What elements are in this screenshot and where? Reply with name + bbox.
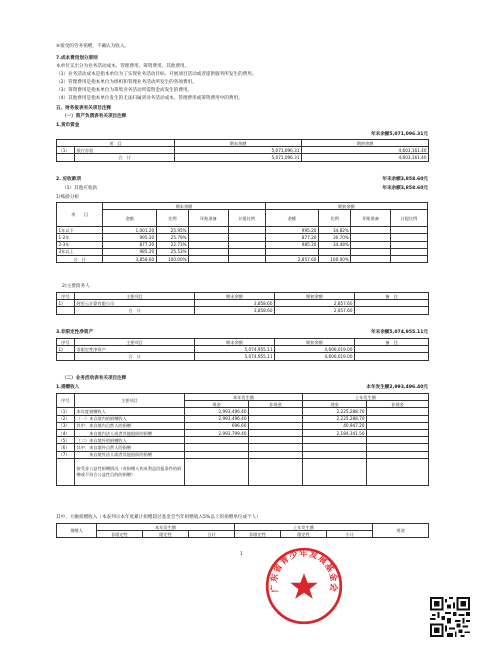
- table-cell: [57, 353, 75, 360]
- table-row: [57, 444, 429, 451]
- table-header: 合计: [189, 531, 235, 538]
- table-cell: [367, 444, 429, 451]
- table-cell: 5,071,096.31: [175, 154, 302, 161]
- note-title: 1.捐赠收入: [56, 385, 80, 390]
- table-cell: [249, 408, 303, 415]
- table-cell: 985.20: [103, 248, 156, 255]
- table-cell: [249, 429, 303, 436]
- table-cell: [351, 255, 390, 262]
- table-row: [57, 255, 428, 262]
- table-cell: [265, 248, 318, 255]
- table-header: 上年发生额: [235, 524, 373, 531]
- text-line: 本单位支出分为业务活动成本、管理费用、筹资费用、其他费用。: [56, 64, 190, 69]
- table-header: 备 注: [355, 339, 429, 346]
- table-cell: 2,857.60: [275, 307, 355, 314]
- table-cell: （4）: [57, 429, 75, 436]
- table-header: 用途: [373, 524, 429, 538]
- table-cell: [351, 248, 390, 255]
- note-subtitle: 1)账龄分析: [56, 195, 80, 200]
- table-cell: 1,001.20: [103, 227, 156, 234]
- table-cell: [303, 444, 367, 451]
- table-header: 金额: [103, 210, 156, 227]
- table-cell: [228, 234, 265, 241]
- table-cell: 40,947.20: [303, 422, 367, 429]
- table-cell: （二）来自境外的捐赠收入: [75, 437, 185, 444]
- table-header: 非现金: [249, 401, 303, 408]
- table-cell: [390, 248, 427, 255]
- text-line: （3）筹资费用是指本单位为筹集业务活动所需资金而发生的费用。: [56, 88, 193, 93]
- table-cell: [367, 408, 429, 415]
- table-cell: 1): [57, 300, 75, 307]
- table-cell: [351, 234, 390, 241]
- table-cell: [367, 437, 429, 444]
- table-cell: [228, 248, 265, 255]
- table-header: 比例: [156, 210, 188, 227]
- table-header: 序号: [57, 293, 75, 300]
- table-header: 期末余额: [103, 203, 265, 210]
- table-row: [57, 353, 429, 360]
- table-cell: 995.20: [103, 234, 156, 241]
- table-cell: [367, 429, 429, 436]
- table-cell: [228, 241, 265, 248]
- table-cell: [367, 458, 429, 485]
- table-header: 期初余额: [265, 203, 427, 210]
- table-cell: 34.82%: [318, 227, 350, 234]
- table-cell: [57, 154, 75, 161]
- table-cell: 4,603,161.40: [302, 154, 429, 161]
- text-line: （1）业务活动成本是指本单位为了实现业务活动目标、开展项目活动或者提供服务所发生的费用。: [56, 72, 257, 77]
- table-header: 计提比例: [228, 210, 265, 227]
- table-cell: 30.70%: [318, 234, 350, 241]
- section-heading: 五、财务报表有关项目注释: [56, 106, 112, 111]
- table-row: [57, 300, 429, 307]
- note-total: 年末余额5,074,955.11元: [371, 330, 428, 335]
- note-total: 年末余额3,858.60元: [382, 186, 428, 191]
- table-row: [57, 429, 429, 436]
- table-cell: 5,074,955.11: [195, 346, 275, 353]
- table-cell: [249, 458, 303, 485]
- table-cell: 100.00%: [156, 255, 188, 262]
- table-cell: 985.20: [265, 241, 318, 248]
- table-header: 本年发生额: [97, 524, 235, 531]
- table-row: [57, 346, 429, 353]
- table-row: [57, 408, 429, 415]
- table-cell: [185, 437, 249, 444]
- table-header: 期初余额: [302, 140, 429, 147]
- table-cell: [367, 422, 429, 429]
- table-cell: （6）: [57, 444, 75, 451]
- cash-table: [56, 139, 429, 162]
- table-cell: [249, 451, 303, 458]
- table-cell: 2,857.60: [275, 300, 355, 307]
- table-header: 坏账准备: [351, 210, 390, 227]
- seal-text: 广东省青少年发展基金会: [268, 548, 340, 594]
- note-title: 1.货币资金: [56, 123, 80, 128]
- table-row: [57, 415, 429, 422]
- table-cell: [249, 422, 303, 429]
- table-header: 上年发生额: [303, 394, 429, 401]
- note-total: 本年发生额2,993,496.40元: [366, 385, 428, 390]
- table-cell: 2-3年: [57, 241, 103, 248]
- qr-code-icon: [430, 597, 470, 637]
- note-total: 年末余额5,071,096.31元: [371, 132, 428, 137]
- table-cell: [228, 227, 265, 234]
- table-row: [57, 437, 429, 444]
- table-cell: 2,225,288.70: [303, 408, 367, 415]
- table-cell: （1）: [57, 408, 75, 415]
- table-cell: （2）: [57, 415, 75, 422]
- table-header: 非限定性: [97, 531, 143, 538]
- table-cell: [367, 415, 429, 422]
- table-header: 期初余额: [275, 339, 355, 346]
- official-seal: [264, 546, 344, 626]
- table-cell: 1): [57, 346, 75, 353]
- section-heading: 7.成本费用划分原则: [56, 56, 98, 61]
- table-header: 比例: [318, 210, 350, 227]
- table-cell: [355, 353, 429, 360]
- table-cell: 合 计: [57, 255, 103, 262]
- table-cell: [355, 346, 429, 353]
- table-cell: [390, 227, 427, 234]
- table-header: 备 注: [355, 293, 429, 300]
- table-cell: [390, 255, 427, 262]
- table-header: 限定性: [281, 531, 327, 538]
- table-header: 项 目: [57, 203, 103, 227]
- table-cell: [189, 248, 228, 255]
- table-cell: 22.73%: [156, 241, 188, 248]
- table-cell: [57, 458, 75, 485]
- table-cell: [303, 451, 367, 458]
- table-cell: [303, 458, 367, 485]
- table-cell: [189, 234, 228, 241]
- note-title: 2. 应收款项: [56, 177, 81, 182]
- aging-table: [56, 202, 428, 263]
- table-header: 非现金: [367, 401, 429, 408]
- table-cell: [57, 307, 75, 314]
- table-cell: [189, 241, 228, 248]
- table-row: [57, 248, 428, 255]
- donation-table: [56, 393, 429, 486]
- table-cell: 877.20: [103, 241, 156, 248]
- table-cell: 3,858.60: [195, 307, 275, 314]
- table-cell: [249, 415, 303, 422]
- table-cell: 其中：来自境外自然人的捐赠: [75, 444, 185, 451]
- table-cell: 来自境外法人或者其他组织的捐赠: [75, 451, 185, 458]
- note-subtitle: （1）其他应收款: [62, 186, 98, 191]
- table-cell: 5,074,955.11: [195, 353, 275, 360]
- table-cell: 25.53%: [156, 248, 188, 255]
- table-cell: （一）来自境内的捐赠收入: [75, 415, 185, 422]
- table-header: 金额: [265, 210, 318, 227]
- table-cell: [189, 227, 228, 234]
- table-row: [57, 307, 429, 314]
- table-cell: 2,225,288.70: [303, 415, 367, 422]
- seal-star-icon: [290, 573, 317, 599]
- table-cell: 1年以下: [57, 227, 103, 234]
- table-header: 项 目: [57, 140, 175, 147]
- table-cell: [185, 451, 249, 458]
- table-cell: [351, 227, 390, 234]
- table-cell: （3）: [57, 422, 75, 429]
- table-cell: 银行存款: [75, 147, 175, 154]
- table-cell: 4,606,019.00: [275, 353, 355, 360]
- net-assets-table: [56, 338, 429, 361]
- table-cell: 本年度捐赠收入: [75, 408, 185, 415]
- table-cell: [390, 234, 427, 241]
- table-cell: （7）: [57, 451, 75, 458]
- table-cell: 阿里云计算有限公司: [75, 300, 195, 307]
- table-header: 主要项目: [75, 394, 185, 408]
- table-cell: 合 计: [75, 353, 195, 360]
- table-header: 主要项目: [75, 339, 195, 346]
- table-cell: [185, 458, 249, 485]
- table-header: 坏账准备: [189, 210, 228, 227]
- table-cell: 5,071,096.31: [175, 147, 302, 154]
- table-header: 现金: [185, 401, 249, 408]
- table-cell: [355, 307, 429, 314]
- section-heading: （一）资产负债表有关项目注释: [62, 114, 127, 119]
- table-header: 非限定性: [235, 531, 281, 538]
- table-cell: 1-2年: [57, 234, 103, 241]
- table-cell: 来自境内法人或者其他组织的捐赠: [75, 429, 185, 436]
- page-number: 1: [240, 552, 243, 557]
- table-cell: [228, 255, 265, 262]
- table-cell: [355, 300, 429, 307]
- table-cell: 接受非公益性捐赠情况（对捐赠人构成利益回报条件的捐赠或不符合公益性目的的捐赠）: [75, 458, 185, 485]
- table-cell: [318, 248, 350, 255]
- table-cell: 2,993,496.40: [185, 415, 249, 422]
- table-cell: [390, 241, 427, 248]
- table-header: 期末余额: [195, 339, 275, 346]
- note-subtitle: 2)主要债务人: [62, 284, 90, 289]
- note-title: 3.非限定性净资产: [56, 330, 94, 335]
- table-cell: 非限定性净资产: [75, 346, 195, 353]
- table-cell: 2,993,496.40: [185, 408, 249, 415]
- table-cell: [351, 241, 390, 248]
- note-total: 年末余额3,858.60元: [382, 177, 428, 182]
- table-row: [57, 241, 428, 248]
- table-row: [57, 451, 429, 458]
- text-line: ⑥接受的劳务捐赠，不确认为收入。: [56, 44, 130, 49]
- table-header: 期末余额: [175, 140, 302, 147]
- table-header: 捐赠人: [57, 524, 97, 538]
- table-row: [57, 147, 429, 154]
- table-cell: 2,857.60: [265, 255, 318, 262]
- table-cell: 34.48%: [318, 241, 350, 248]
- table-header: 计提比例: [390, 210, 427, 227]
- note-text: 其中，大额捐赠收入（本表列示本年度累计捐赠超过基金会当年捐赠收入5%以上的捐赠单位或个人）: [56, 515, 261, 520]
- table-cell: 4,606,019.00: [275, 346, 355, 353]
- table-cell: 995.20: [265, 227, 318, 234]
- text-line: （4）其他费用是指本单位发生的无法归属到业务活动成本、管理费用或筹资费用中的费用。: [56, 96, 243, 101]
- table-row: [57, 227, 428, 234]
- table-cell: [189, 255, 228, 262]
- table-header: 本年发生额: [185, 394, 303, 401]
- table-header: 期末余额: [195, 293, 275, 300]
- table-header: 小计: [327, 531, 373, 538]
- table-row: [57, 234, 428, 241]
- table-header: 现金: [303, 401, 367, 408]
- table-cell: 100.00%: [318, 255, 350, 262]
- table-cell: 696.60: [185, 422, 249, 429]
- table-cell: 其中：来自境内自然人的捐赠: [75, 422, 185, 429]
- table-header: 限定性: [143, 531, 189, 538]
- table-cell: [367, 451, 429, 458]
- table-cell: 877.20: [265, 234, 318, 241]
- table-cell: [303, 437, 367, 444]
- table-cell: 25.79%: [156, 234, 188, 241]
- table-cell: 合 计: [75, 307, 195, 314]
- table-cell: [185, 444, 249, 451]
- table-cell: [249, 444, 303, 451]
- major-donor-table: [56, 523, 429, 538]
- table-cell: [249, 437, 303, 444]
- table-header: 序号: [57, 339, 75, 346]
- table-header: 期初余额: [275, 293, 355, 300]
- table-cell: 合 计: [75, 154, 175, 161]
- table-cell: 4,603,161.40: [302, 147, 429, 154]
- section-heading: （二）业务活动表有关项目注释: [62, 376, 127, 381]
- table-cell: 2,184,341.50: [303, 429, 367, 436]
- table-cell: 3年以上: [57, 248, 103, 255]
- table-header: 主要项目: [75, 293, 195, 300]
- table-header: 序号: [57, 394, 75, 408]
- table-row: [57, 154, 429, 161]
- table-cell: （5）: [57, 437, 75, 444]
- table-cell: 2,992,799.40: [185, 429, 249, 436]
- table-cell: 3,858.60: [195, 300, 275, 307]
- table-cell: （1）: [57, 147, 75, 154]
- table-cell: 25.95%: [156, 227, 188, 234]
- table-cell: 3,858.60: [103, 255, 156, 262]
- table-row: [57, 422, 429, 429]
- debtor-table: [56, 292, 429, 315]
- text-line: （2）管理费用是指本单位为组织和管理业务活动所发生的各项费用。: [56, 80, 197, 85]
